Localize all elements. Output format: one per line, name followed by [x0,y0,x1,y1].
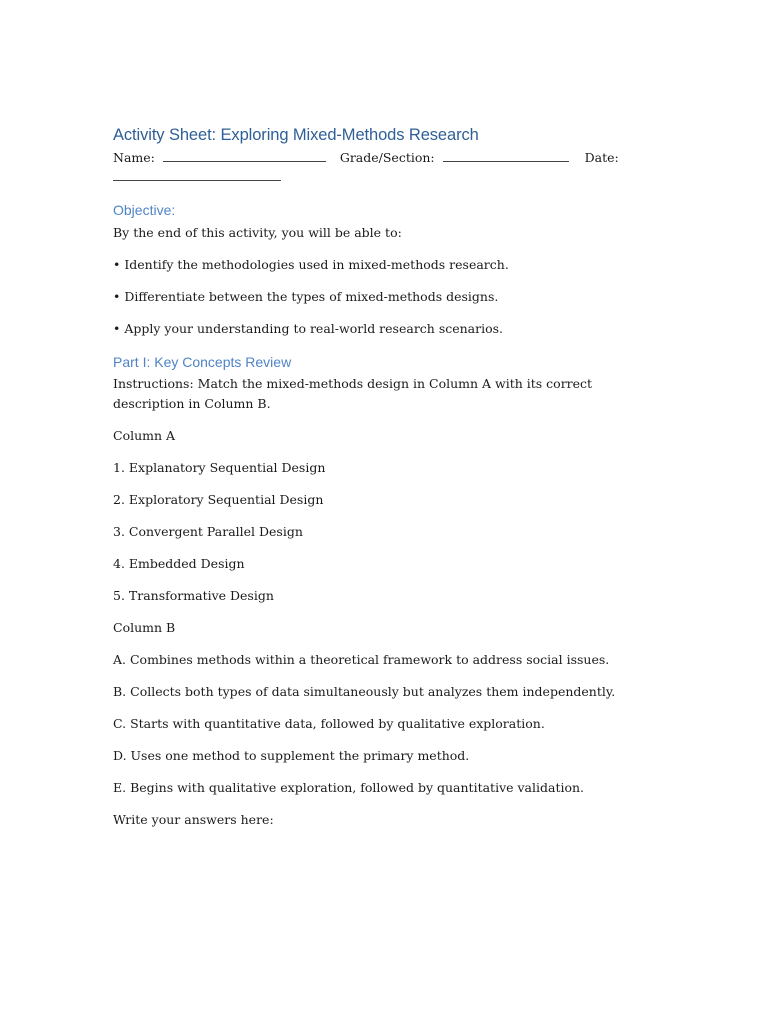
part1-instructions: Instructions: Match the mixed-methods design in Column A with its correct description in Column B. [113,376,593,411]
answers-prompt: Write your answers here: [113,812,274,827]
grade-blank [443,152,569,162]
column-b-item: D. Uses one method to supplement the primary method. [113,748,470,763]
date-label: Date: [584,150,619,165]
column-a-label: Column A [113,428,176,443]
column-b-item: C. Starts with quantitative data, followed by qualitative exploration. [113,716,545,731]
part1-heading: Part I: Key Concepts Review [113,354,292,370]
objective-heading: Objective: [113,202,176,218]
column-a-item: 4. Embedded Design [113,556,245,571]
objective-bullet: • Differentiate between the types of mixed-methods designs. [113,289,499,304]
objective-intro: By the end of this activity, you will be able to: [113,225,402,240]
document-title: Activity Sheet: Exploring Mixed-Methods Research [113,126,479,144]
column-a-item: 1. Explanatory Sequential Design [113,460,326,475]
column-b-item: B. Collects both types of data simultaneously but analyzes them independently. [113,684,616,699]
column-a-item: 2. Exploratory Sequential Design [113,492,324,507]
column-b-label: Column B [113,620,176,635]
activity-sheet [113,124,658,842]
column-b-item: E. Begins with qualitative exploration, followed by quantitative validation. [113,780,585,795]
column-b-item: A. Combines methods within a theoretical framework to address social issues. [113,652,610,667]
date-blank [113,171,281,181]
grade-label: Grade/Section: [339,150,435,165]
column-a-item: 3. Convergent Parallel Design [113,524,303,539]
objective-bullet: • Apply your understanding to real-world research scenarios. [113,321,504,336]
student-info-line [113,147,658,168]
column-a-item: 5. Transformative Design [113,588,274,603]
name-label: Name: [113,150,155,165]
name-blank [163,152,326,162]
date-blank-line [113,166,658,184]
objective-bullet: • Identify the methodologies used in mixed-methods research. [113,257,509,272]
